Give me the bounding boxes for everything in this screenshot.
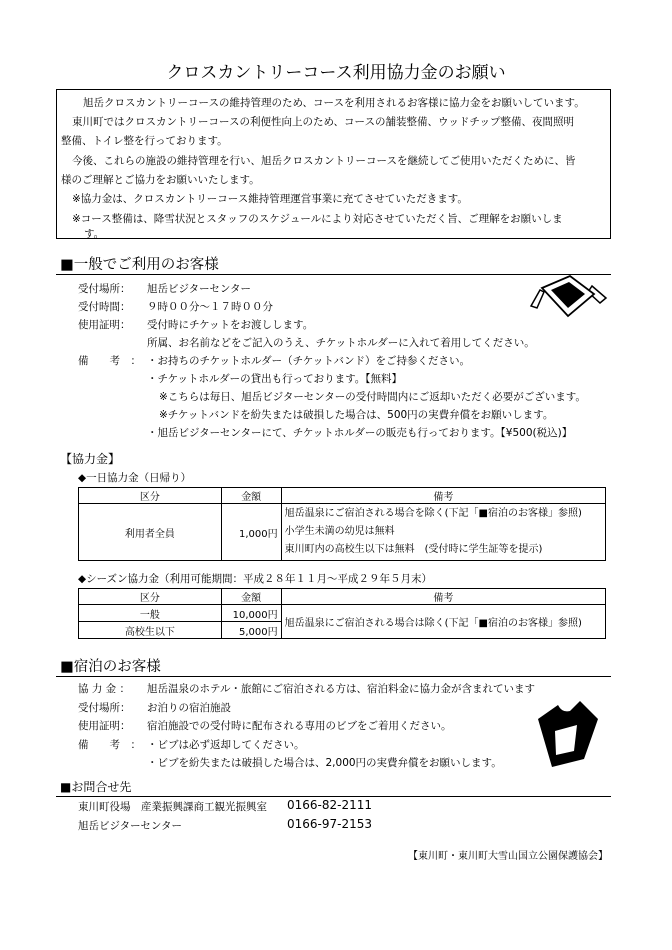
col-category: 区分 — [79, 589, 222, 605]
season-fee-table — [78, 588, 606, 639]
contact-name: 東川町役場 産業振興課商工観光振興室 — [78, 801, 267, 813]
intro-line: 整備、トイレ整を行っております。 — [61, 135, 228, 147]
proof-label: 使用証明： — [78, 319, 131, 331]
note-item: ・お持ちのチケットホルダー（チケットバンド）をご持参ください。 — [147, 355, 470, 367]
contact-rule — [56, 796, 611, 797]
season-category: 一般 — [79, 605, 222, 622]
col-amount: 金額 — [221, 488, 281, 504]
lodging-proof-label: 使用証明： — [78, 720, 131, 732]
section-rule — [56, 676, 611, 677]
col-notes: 備考 — [281, 589, 605, 605]
day-note: 小学生未満の幼児は無料 — [284, 526, 395, 537]
proof-value: 受付時にチケットをお渡しします。 — [147, 319, 314, 331]
reception-time-label: 受付時間： — [78, 301, 131, 313]
intro-line: 旭岳クロスカントリーコースの維持管理のため、コースを利用されるお客様に協力金をお願いしています。 — [83, 97, 585, 109]
intro-line: す。 — [84, 228, 105, 240]
note-item: ・旭岳ビジターセンターにて、チケットホルダーの販売も行っております。【¥500(税込)】 — [147, 427, 573, 439]
day-note: 旭岳温泉にご宿泊される場合を除く(下記「■宿泊のお客様」参照) — [284, 508, 582, 519]
season-amount: 5,000円 — [221, 622, 281, 639]
section-heading-general: ■一般でご利用のお客様 — [60, 257, 219, 273]
day-fee-heading: ◆一日協力金（日帰り） — [78, 472, 192, 484]
intro-line: 東川町ではクロスカントリーコースの利便性向上のため、コースの舗装整備、ウッドチップ整備、夜間照明 — [72, 116, 575, 128]
reception-place-value: 旭岳ビジターセンター — [147, 283, 251, 295]
intro-line: 今後、これらの施設の維持管理を行い、旭岳クロスカントリーコースを継続してご使用いただくために、皆 — [72, 155, 576, 167]
fee-heading: 【協力金】 — [60, 452, 121, 466]
intro-line: ※コース整備は、降雪状況とスタッフのスケジュールにより対応させていただく旨、ご理解をお願いしま — [72, 213, 563, 225]
contact-heading: ■お問合せ先 — [60, 780, 132, 794]
intro-line: ※協力金は、クロスカントリーコース維持管理運営事業に充てさせていただきます。 — [72, 193, 468, 205]
lodging-note: ・ビブは必ず返却してください。 — [147, 739, 305, 751]
contact-name: 旭岳ビジターセンター — [78, 820, 182, 832]
note-item: ・チケットホルダーの貸出も行っております。【無料】 — [147, 373, 403, 385]
reception-place-label: 受付場所： — [78, 283, 131, 295]
col-notes: 備考 — [281, 488, 605, 504]
lodging-note: ・ビブを紛失または破損した場合は、2,000円の実費弁償をお願いします。 — [147, 757, 502, 769]
section-heading-lodging: ■宿泊のお客様 — [60, 659, 161, 675]
intro-line: 様のご理解とご協力をお願いいたします。 — [61, 174, 260, 186]
publisher-credit: 【東川町・東川町大雪山国立公園保護協会】 — [408, 851, 608, 862]
col-amount: 金額 — [221, 589, 281, 605]
season-fee-heading: ◆シーズン協力金（利用可能期間：平成２８年１１月～平成２９年５月末） — [78, 573, 433, 585]
reception-time-value: ９時００分～１７時００分 — [147, 301, 273, 313]
season-amount: 10,000円 — [221, 605, 281, 622]
season-note: 旭岳温泉にご宿泊される場合は除く(下記「■宿泊のお客様」参照) — [281, 605, 605, 639]
day-note: 東川町内の高校生以下は無料 (受付時に学生証等を提示) — [284, 544, 543, 555]
lodging-fee-value: 旭岳温泉のホテル・旅館にご宿泊される方は、宿泊料金に協力金が含まれています — [147, 683, 535, 695]
page-title: クロスカントリーコース利用協力金のお願い — [166, 63, 506, 83]
day-category: 利用者全員 — [79, 504, 222, 561]
lodging-place-label: 受付場所： — [78, 702, 131, 714]
note-item: ※チケットバンドを紛失または破損した場合は、500円の実費弁償をお願いします。 — [159, 409, 554, 421]
proof-value-2: 所属、お名前などをご記入のうえ、チケットホルダーに入れて着用してください。 — [147, 337, 535, 349]
ticket-holder-icon — [528, 266, 612, 332]
contact-tel: 0166-82-2111 — [287, 798, 373, 812]
day-amount: 1,000円 — [221, 504, 281, 561]
contact-tel: 0166-97-2153 — [287, 817, 373, 831]
lodging-place-value: お泊りの宿泊施設 — [147, 702, 231, 714]
lodging-fee-label: 協 力 金 ： — [78, 683, 131, 695]
day-fee-table — [78, 487, 606, 561]
season-category: 高校生以下 — [79, 622, 222, 639]
notes-label: 備 考 ： — [78, 355, 141, 367]
lodging-notes-label: 備 考 ： — [78, 739, 141, 751]
intro-box — [56, 89, 611, 239]
bib-icon — [528, 693, 606, 769]
col-category: 区分 — [79, 488, 222, 504]
note-item: ※こちらは毎日、旭岳ビジターセンターの受付時間内にご返却いただく必要がございます。 — [159, 391, 586, 403]
lodging-proof-value: 宿泊施設での受付時に配布される専用のビブをご着用ください。 — [147, 720, 452, 732]
